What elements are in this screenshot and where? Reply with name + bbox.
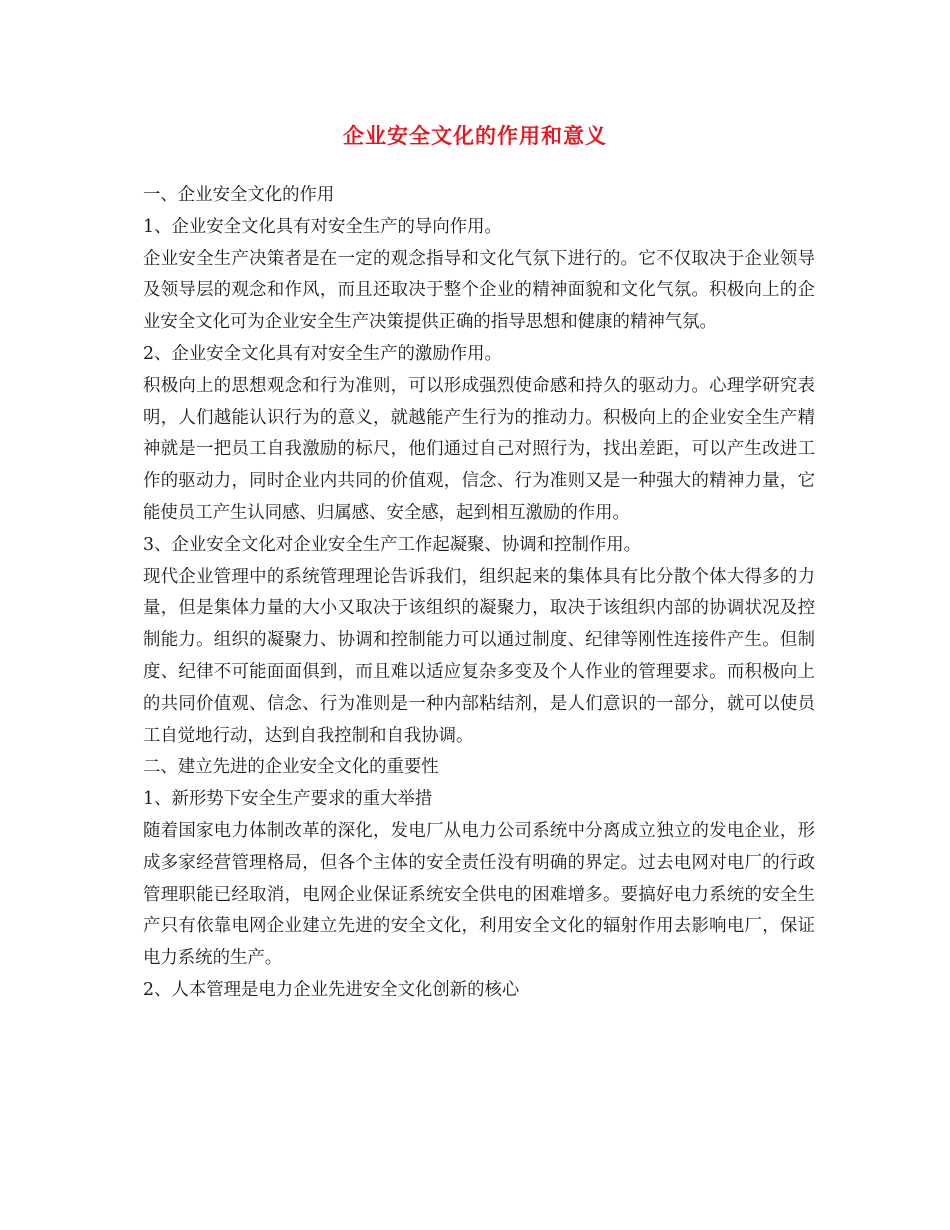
- section-heading-1: 一、企业安全文化的作用: [143, 185, 335, 205]
- document-body: [143, 180, 815, 1007]
- document-title: 企业安全文化的作用和意义: [343, 124, 607, 148]
- subsection-heading-1-3: 3、企业安全文化对企业安全生产工作起凝聚、协调和控制作用。: [143, 534, 642, 555]
- subsection-heading-2-2: 2、人本管理是电力企业先进安全文化创新的核心: [143, 979, 520, 1000]
- section-heading-2: 二、建立先进的企业安全文化的重要性: [143, 757, 439, 778]
- paragraph-1-1: 企业安全生产决策者是在一定的观念指导和文化气氛下进行的。它不仅取决于企业领导及领导层的观念和作风，而且还取决于整个企业的精神面貌和文化气氛。积极向上的企业安全文化可为企业安全生产决策提供正确的指导思想和健康的精神气氛。: [143, 248, 815, 333]
- paragraph-1-3: 现代企业管理中的系统管理理论告诉我们，组织起来的集体具有比分散个体大得多的力量，但是集体力量的大小又取决于该组织的凝聚力，取决于该组织内部的协调状况及控制能力。组织的凝聚力、协调和控制能力可以通过制度、纪律等刚性连接件产生。但制度、纪律不可能面面俱到，而且难以适应复杂多变及个人作业的管理要求。而积极向上的共同价值观、信念、行为准则是一种内部粘结剂，是人们意识的一部分，就可以使员工自觉地行动，达到自我控制和自我协调。: [143, 566, 815, 746]
- subsection-heading-1-1: 1、企业安全文化具有对安全生产的导向作用。: [143, 216, 502, 237]
- subsection-heading-1-2: 2、企业安全文化具有对安全生产的激励作用。: [143, 343, 502, 364]
- subsection-heading-2-1: 1、新形势下安全生产要求的重大举措: [143, 789, 433, 810]
- paragraph-2-1: 随着国家电力体制改革的深化，发电厂从电力公司系统中分离成立独立的发电企业，形成多家经营管理格局，但各个主体的安全责任没有明确的界定。过去电网对电厂的行政管理职能已经取消，电网企业保证系统安全供电的困难增多。要搞好电力系统的安全生产只有依靠电网企业建立先进的安全文化，利用安全文化的辐射作用去影响电厂，保证电力系统的生产。: [143, 820, 815, 969]
- paragraph-1-2: 积极向上的思想观念和行为准则，可以形成强烈使命感和持久的驱动力。心理学研究表明，人们越能认识行为的意义，就越能产生行为的推动力。积极向上的企业安全生产精神就是一把员工自我激励的标尺，他们通过自己对照行为，找出差距，可以产生改进工作的驱动力，同时企业内共同的价值观，信念、行为准则又是一种强大的精神力量，它能使员工产生认同感、归属感、安全感，起到相互激励的作用。: [143, 375, 815, 523]
